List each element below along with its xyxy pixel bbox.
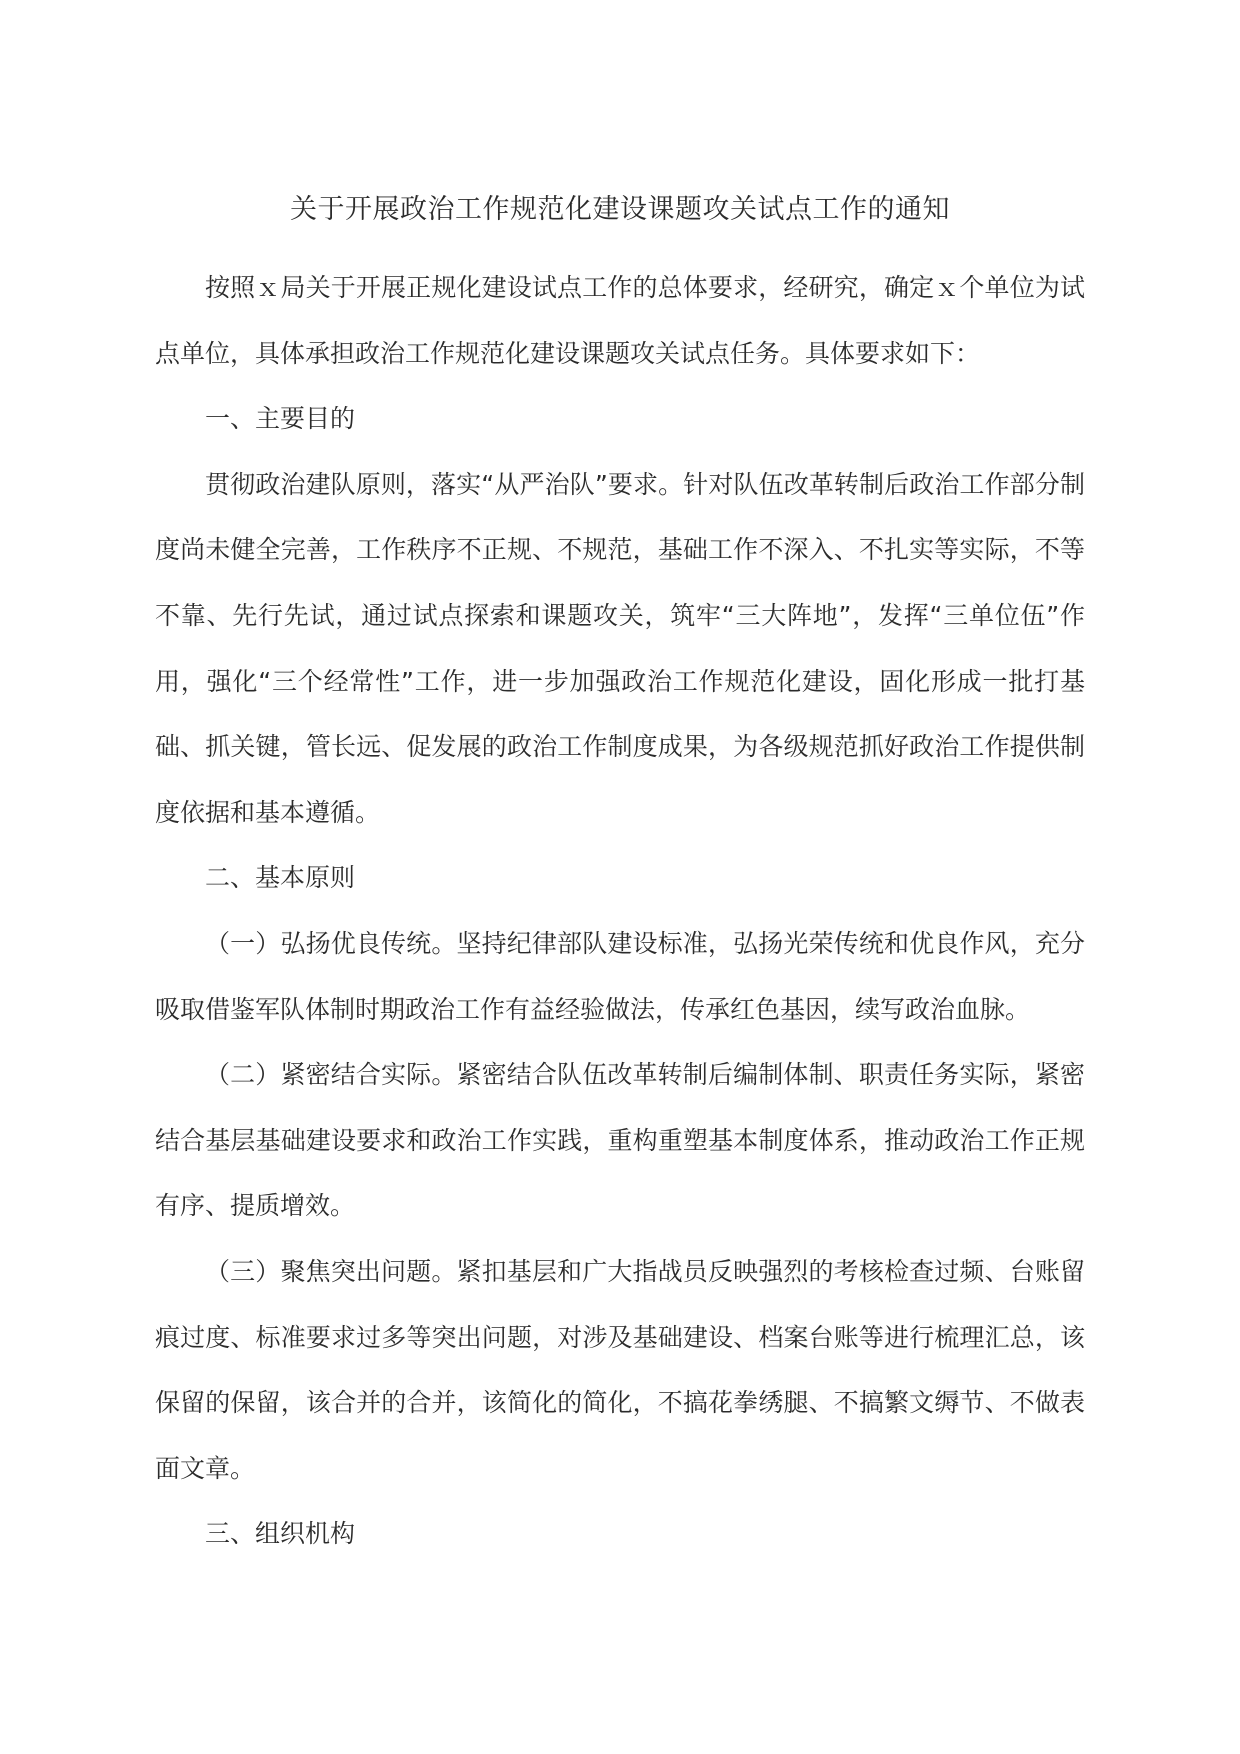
document-body: [155, 255, 1085, 1567]
principle-paragraph-2: （二）紧密结合实际。紧密结合队伍改革转制后编制体制、职责任务实际，紧密结合基层基础建设要求和政治工作实践，重构重塑基本制度体系，推动政治工作正规有序、提质增效。: [155, 1060, 1085, 1221]
section-heading-main-purpose: 一、主要目的: [205, 404, 356, 434]
main-purpose-paragraph: 贯彻政治建队原则，落实“从严治队”要求。针对队伍改革转制后政治工作部分制度尚未健全完善，工作秩序不正规、不规范，基础工作不深入、不扎实等实际，不等不靠、先行先试，通过试点探索和课题攻关，筑牢“三大阵地”，发挥“三单位伍”作用，强化“三个经常性”工作，进一步加强政治工作规范化建设，固化形成一批打基础、抓关键，管长远、促发展的政治工作制度成果，为各级规范抓好政治工作提供制度依据和基本遵循。: [155, 469, 1085, 827]
intro-paragraph: 按照ｘ局关于开展正规化建设试点工作的总体要求，经研究，确定ｘ个单位为试点单位，具体承担政治工作规范化建设课题攻关试点任务。具体要求如下：: [155, 273, 1085, 368]
document-title: 关于开展政治工作规范化建设课题攻关试点工作的通知: [290, 194, 950, 225]
principle-paragraph-1: （一）弘扬优良传统。坚持纪律部队建设标准，弘扬光荣传统和优良作风，充分吸取借鉴军队体制时期政治工作有益经验做法，传承红色基因，续写政治血脉。: [155, 928, 1085, 1024]
section-heading-basic-principles: 二、基本原则: [205, 863, 356, 893]
section-heading-organization: 三、组织机构: [205, 1519, 356, 1549]
principle-paragraph-3: （三）聚焦突出问题。紧扣基层和广大指战员反映强烈的考核检查过频、台账留痕过度、标准要求过多等突出问题，对涉及基础建设、档案台账等进行梳理汇总，该保留的保留，该合并的合并，该简化的简化，不搞花拳绣腿、不搞繁文缛节、不做表面文章。: [155, 1256, 1085, 1483]
